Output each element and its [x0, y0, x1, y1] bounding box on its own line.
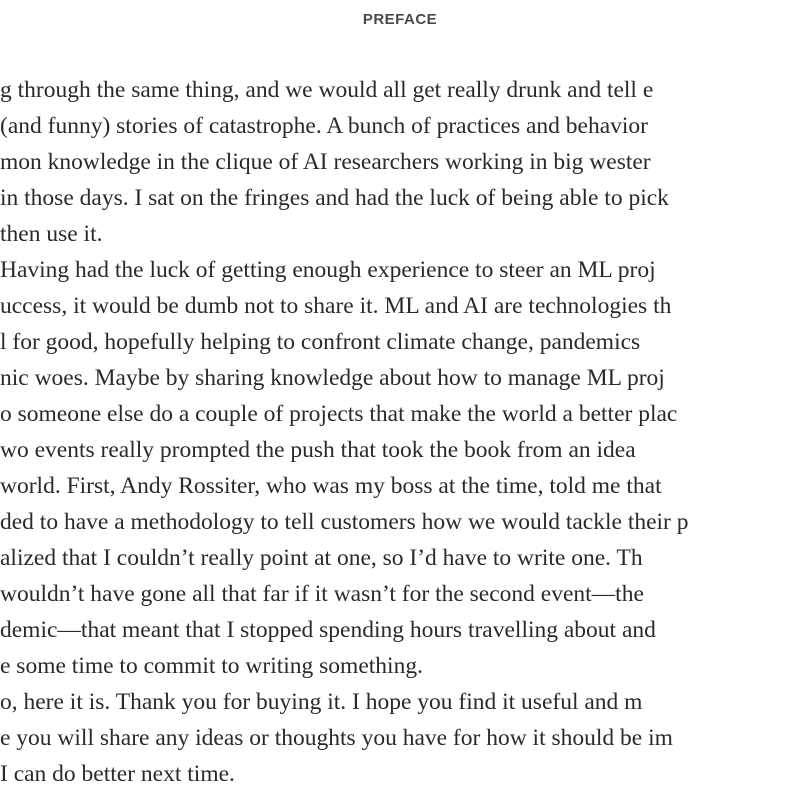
text-line: in those days. I sat on the fringes and had the luck of being able to pick — [0, 185, 669, 211]
text-line: l for good, hopefully helping to confront climate change, pandemics — [0, 329, 641, 355]
running-header: PREFACE — [362, 11, 438, 28]
text-line: wo events really prompted the push that took the book from an idea — [0, 437, 636, 463]
body-text — [0, 76, 800, 800]
text-line: e you will share any ideas or thoughts you have for how it should be im — [0, 725, 673, 751]
text-line: world. First, Andy Rossiter, who was my boss at the time, told me that — [0, 473, 662, 499]
text-line: o, here it is. Thank you for buying it. I hope you find it useful and m — [0, 689, 643, 715]
text-line: mon knowledge in the clique of AI researchers working in big wester — [0, 149, 651, 175]
text-line: wouldn’t have gone all that far if it wasn’t for the second event—the — [0, 581, 644, 607]
text-line: demic—that meant that I stopped spending hours travelling about and — [0, 617, 656, 643]
text-line: Having had the luck of getting enough experience to steer an ML proj — [0, 257, 656, 283]
text-line: uccess, it would be dumb not to share it. ML and AI are technologies th — [0, 293, 672, 319]
text-line: e some time to commit to writing something. — [0, 653, 423, 679]
text-line: I can do better next time. — [0, 761, 235, 787]
text-line: ded to have a methodology to tell customers how we would tackle their p — [0, 509, 689, 535]
text-line: o someone else do a couple of projects that make the world a better plac — [0, 401, 678, 427]
text-line: (and funny) stories of catastrophe. A bunch of practices and behavior — [0, 113, 648, 139]
text-line: g through the same thing, and we would all get really drunk and tell e — [0, 77, 654, 103]
text-line: nic woes. Maybe by sharing knowledge about how to manage ML proj — [0, 365, 665, 391]
text-line: then use it. — [0, 221, 103, 247]
text-line: alized that I couldn’t really point at one, so I’d have to write one. Th — [0, 545, 643, 571]
